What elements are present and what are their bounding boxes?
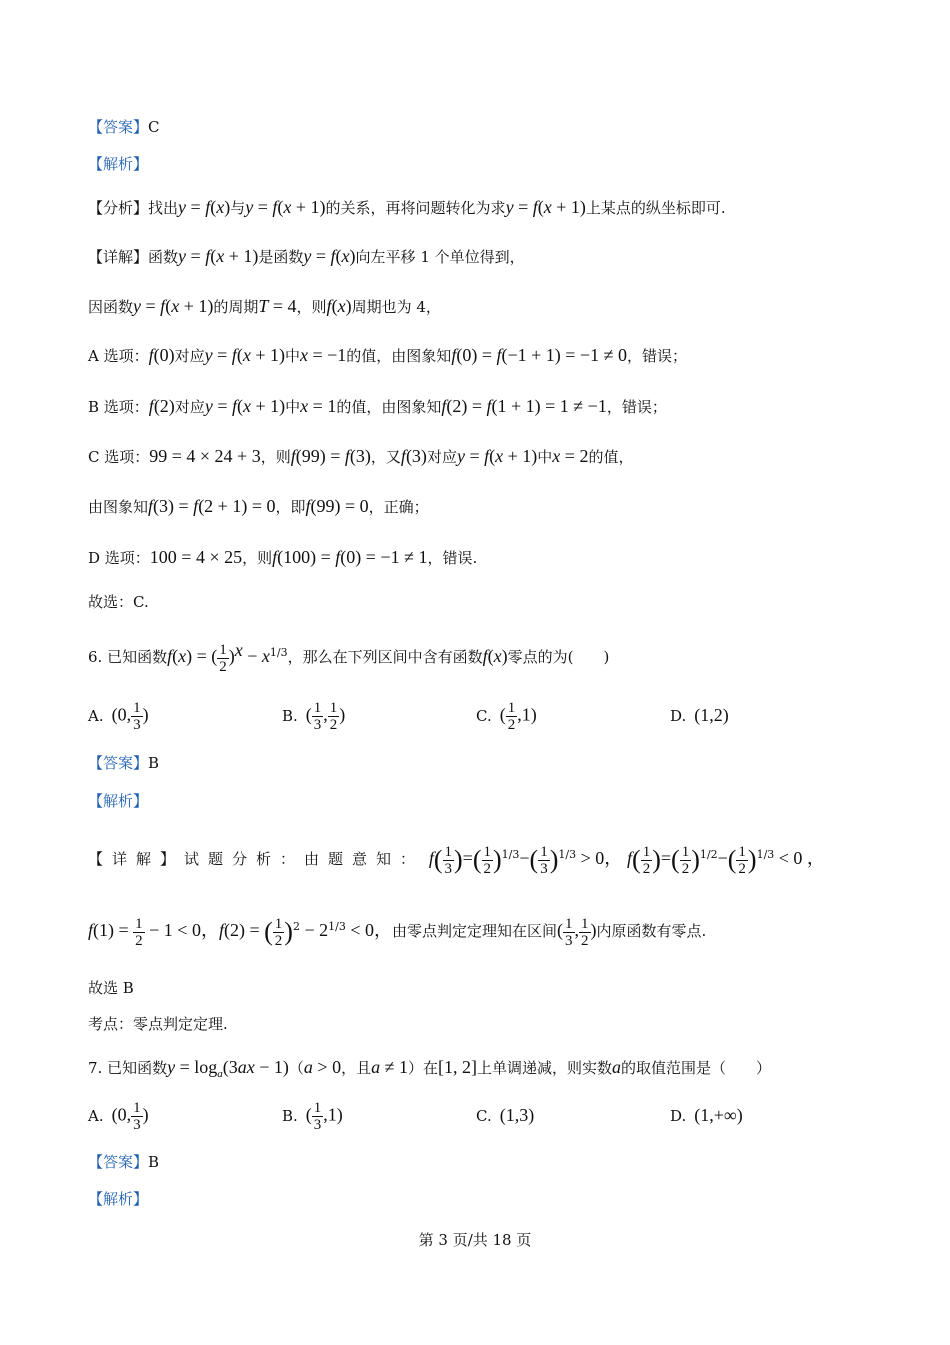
page-footer: 第 3 页/共 18 页 <box>418 1231 532 1249</box>
q6-kaodian: 考点：零点判定定理. <box>88 1015 228 1033</box>
answer-value: B <box>148 1153 160 1171</box>
q6-analysis-tag: 【解析】 <box>88 792 149 810</box>
q6-option-c: C. ( $\frac{1}{2}$ ,1) <box>476 700 537 733</box>
q7-option-a: A. (0, $\frac{1}{3}$ ) <box>88 1100 149 1133</box>
detail-tag: 【详解】 <box>88 248 149 266</box>
q6-detail-line: 【详解】试题分析：由题意知： f( $\frac{1}{3}$ )=( $\frac{1}{2}$ )$^{1/3}$−( $\frac{1}{3}$ )$^{1/3}$ > 0， f( $\frac{1}{2}$ )=( $\frac{1}{2}$ )$^{1/2}$−( $\frac{1}{2}$ )$^{1/3}$ < 0 ， <box>88 843 825 877</box>
q5-option-b-line: B 选项：f(2)对应y = f(x + 1)中x = 1的值，由图象知f(2) = f(1 + 1) = 1 ≠ −1，错误； <box>88 396 667 416</box>
answer-value: B <box>148 754 160 772</box>
q5-option-c-cont-line: 由图象知f(3) = f(2 + 1) = 0，即f(99) = 0，正确； <box>88 496 429 516</box>
q5-analysis-tag: 【解析】 <box>88 155 149 173</box>
q7-option-b: B. ( $\frac{1}{3}$ ,1) <box>282 1100 343 1133</box>
q6-answer-line <box>88 751 159 775</box>
q5-choose: 故选：C. <box>88 593 149 611</box>
q6-detail-line-2: f(1) = $\frac{1}{2}$ − 1 < 0，f(2) = ( $\frac{1}{2}$ )$^2 - 2^{1/3} < 0$，由零点判定定理知在区间( $\frac{1}{3}$ , $\frac{1}{2}$ )内原函数有零点. <box>88 915 707 949</box>
q5-answer-line <box>88 115 160 139</box>
q5-fenxi-line: 【分析】找出y = f(x)与y = f(x + 1)的关系，再将问题转化为求y = f(x + 1)上某点的纵坐标即可. <box>88 197 726 217</box>
q7-stem: 7. 已知函数$y = \log_a(3ax - 1)(a > 0$，且a ≠ 1）在[1, 2]上单调递减，则实数a的取值范围是（ ） <box>88 1057 772 1080</box>
q7-option-d: D. (1,+∞) <box>670 1105 743 1125</box>
answer-tag: 【答案】 <box>88 1153 149 1171</box>
q6-option-b: B. ( $\frac{1}{3}$ , $\frac{1}{2}$ ) <box>282 700 346 733</box>
q6-stem: 6. 已知函数f(x) = ( $\frac{1}{2}$ )$^x - x^{1/3}$，那么在下列区间中含有函数f(x)零点的为( ) <box>88 640 610 675</box>
answer-tag: 【答案】 <box>88 118 149 136</box>
q6-option-a: A. (0, $\frac{1}{3}$ ) <box>88 700 149 733</box>
q6-option-d: D. (1,2) <box>670 705 729 725</box>
q5-detail-line: 【详解】函数y = f(x + 1)是函数y = f(x)向左平移 1 个单位得到， <box>88 246 525 266</box>
fenxi-tag: 【分析】 <box>88 199 149 217</box>
q5-option-d-line: D 选项：100 = 4 × 25，则f(100) = f(0) = −1 ≠ 1，错误. <box>88 547 478 567</box>
answer-value: C <box>148 118 160 136</box>
q7-option-c: C. (1,3) <box>476 1105 535 1125</box>
q5-option-a-line: A 选项：f(0)对应y = f(x + 1)中x = −1的值，由图象知f(0) = f(−1 + 1) = −1 ≠ 0，错误； <box>88 345 687 365</box>
q7-analysis-tag: 【解析】 <box>88 1190 149 1208</box>
q5-option-c-line: C 选项：99 = 4 × 24 + 3，则f(99) = f(3)，又f(3)对应y = f(x + 1)中x = 2的值， <box>88 446 634 466</box>
q5-period-line: 因函数y = f(x + 1)的周期T = 4，则f(x)周期也为 4， <box>88 296 441 316</box>
q7-answer-line <box>88 1150 159 1174</box>
answer-tag: 【答案】 <box>88 754 149 772</box>
q6-choose: 故选 B <box>88 979 134 997</box>
